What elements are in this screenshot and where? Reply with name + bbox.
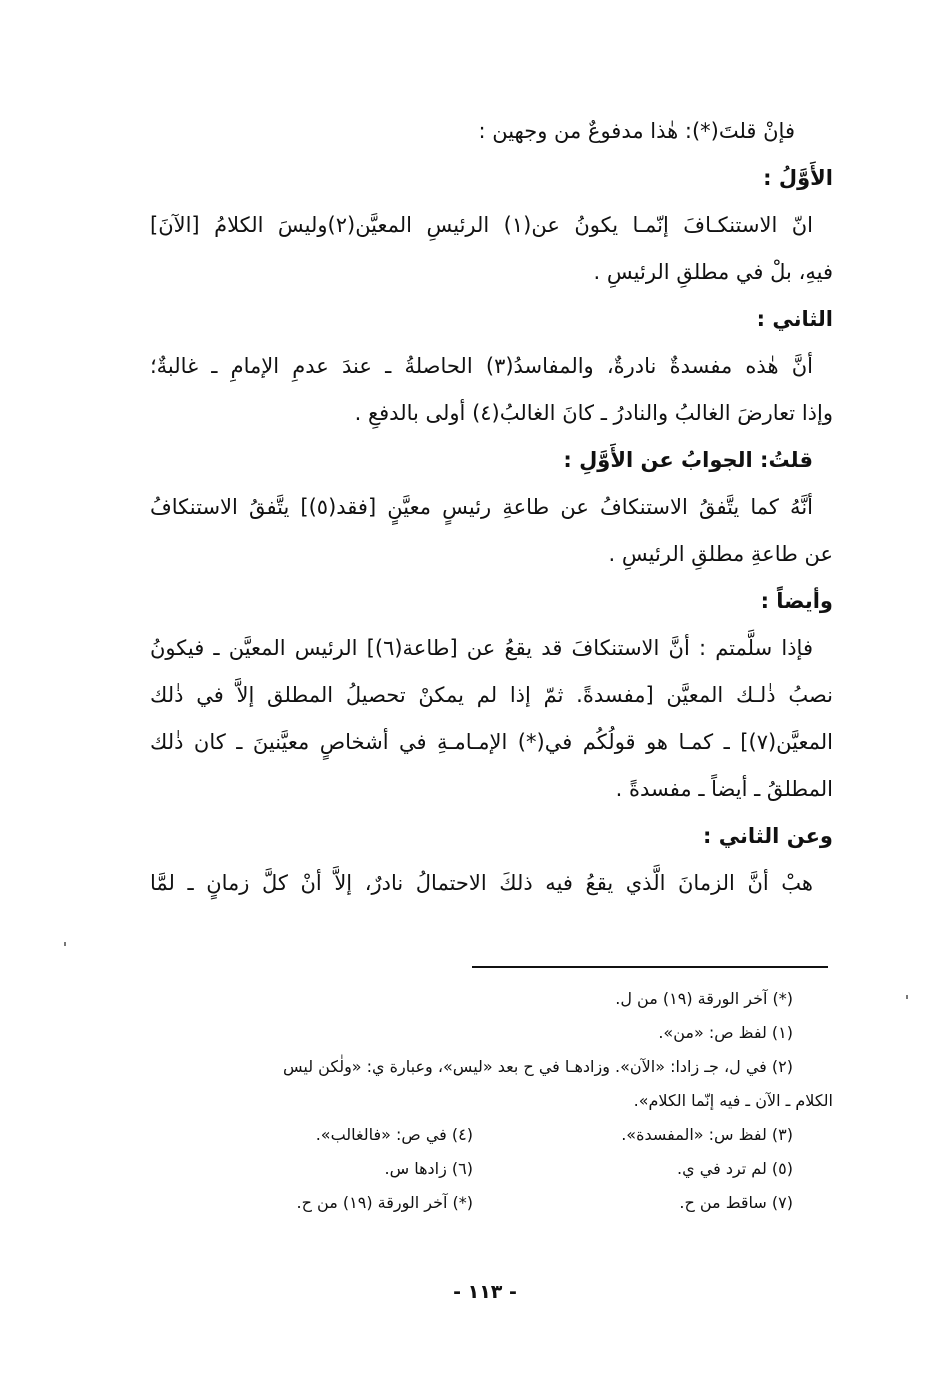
scan-speck [906,995,908,999]
section-heading-also: وأيضاً : [760,589,833,613]
section-heading-first: الأَوَّلُ : [763,166,833,190]
footnote-row [150,1186,833,1220]
page-number: - ١١٣ - [453,1281,517,1303]
footnote-2-line1: (٢) في ل، جـ زادا: «الآن». وزادهـا في ح بعد «ليس»، وعبارة ي: «ولٰكن ليس [282,1057,793,1076]
text-line: أنَّهُ كما يتَّفقُ الاستنكافُ عن طاعةِ رئيسٍ معيَّنٍ [فقد(٥)] يتَّفقُ الاستنكافُ [150,495,813,519]
section-heading-about-second: وعن الثاني : [703,824,833,848]
text-line: فإذا سلَّمتم : أنَّ الاستنكافَ قد يقعُ عن [طاعة(٦)] الرئيس المعيَّن ـ فيكونُ [150,636,813,660]
footnote-7: (٧) ساقط من ح. [679,1193,793,1212]
text-line: هبْ أنَّ الزمانَ الَّذي يقعُ فيه ذلكَ الاحتمالُ نادرٌ، إلاَّ أنْ كلَّ زمانٍ ـ لمَّا [150,871,813,895]
footnote-star-second: (*) آخر الورقة (١٩) من ح. [296,1193,473,1212]
text-line: المطلقُ ـ أيضاً ـ مفسدةً . [615,777,833,801]
footnote-6: (٦) زادها س. [384,1159,473,1178]
text-line: انّ الاستنكـافَ إنّمـا يكونُ عن(١) الرئيسِ المعيَّن(٢)وليسَ الكلامُ [الآنَ] [150,213,813,237]
footnote-separator [472,966,828,968]
text-line: أنَّ هٰذه مفسدةٌ نادرةٌ، والمفاسدُ(٣) الحاصلةُ ـ عندَ عدمِ الإمامِ ـ غالبةٌ؛ [150,354,813,378]
text-line: فيهِ، بلْ في مطلقِ الرئيسِ . [593,260,833,284]
footnote-2-line2: الكلام ـ الآن ـ فيه إنّما الكلام». [633,1091,833,1110]
scan-speck [64,942,66,946]
section-heading-second: الثاني : [756,307,833,331]
footnote-row [150,1118,833,1152]
footnotes [150,982,833,1220]
text-line: فإنْ قلتَ(*): هٰذا مدفوعٌ من وجهين : [478,119,795,143]
footnote-star-first: (*) آخر الورقة (١٩) من ل. [615,989,793,1008]
text-line: عن طاعةِ مطلقِ الرئيسِ . [608,542,833,566]
footnote-3: (٣) لفظ س: «المفسدة». [621,1125,793,1144]
footnote-4: (٤) في ص: «فالغالب». [315,1125,473,1144]
text-line: نصبُ ذٰلـك المعيَّن [مفسدةً. ثمّ إذا لم يمكنْ تحصيلُ المطلق إلاَّ في ذٰلك [150,683,833,707]
footnote-5: (٥) لم ترد في ي. [677,1159,793,1178]
footnote-row [150,1152,833,1186]
text-line: وإذا تعارضَ الغالبُ والنادرُ ـ كانَ الغالبُ(٤) أولى بالدفعِ . [354,401,833,425]
text-line: المعيَّن(٧)] ـ كمـا هو قولُكُم في(*) الإمـامـةِ في أشخاصٍ معيَّنينَ ـ كان ذٰلك [150,730,833,754]
answer-heading: قلتُ: الجوابُ عن الأَوَّلِ : [563,448,813,472]
footnote-1: (١) لفظ ص: «من». [658,1023,793,1042]
main-text [150,108,833,907]
